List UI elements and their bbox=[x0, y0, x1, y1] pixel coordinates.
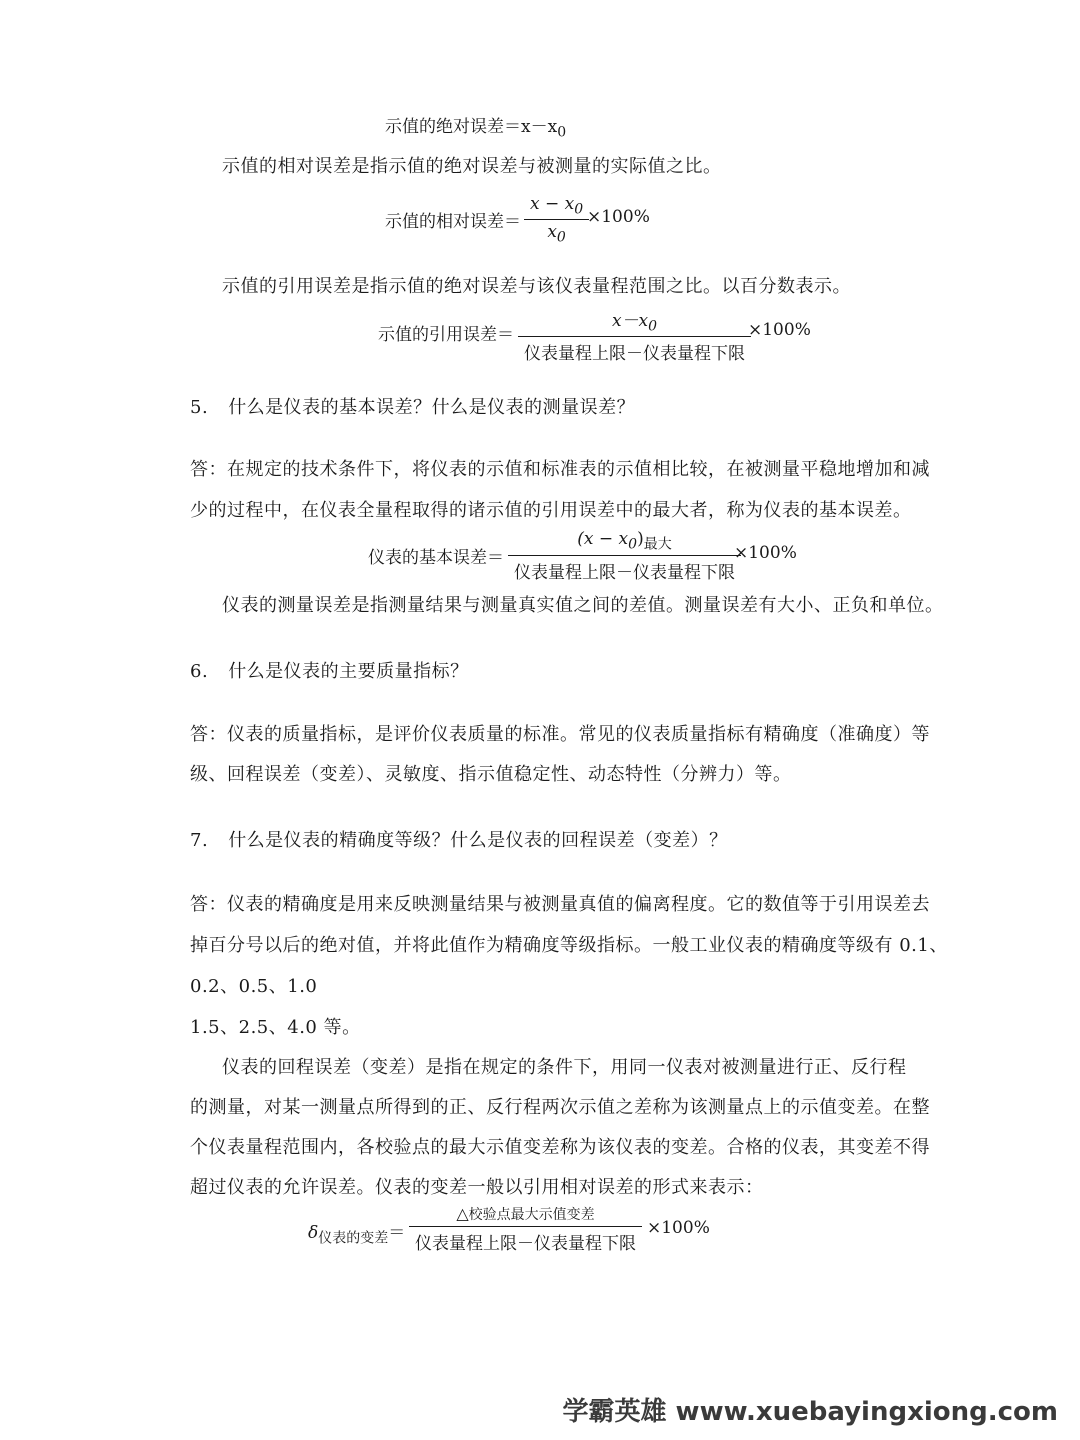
reference-error-definition: 示值的引用误差是指示值的绝对误差与该仪表量程范围之比。以百分数表示。 bbox=[222, 276, 851, 297]
answer-7-line-2: 掉百分号以后的绝对值，并将此值作为精确度等级指标。一般工业仪表的精确度等级有 0.1、 bbox=[190, 935, 948, 956]
eq-basic-lhs: 仪表的基本误差＝ bbox=[368, 548, 504, 568]
watermark: 学霸英雄 www.xuebayingxiong.com bbox=[562, 1397, 1058, 1427]
question-text: 什么是仪表的主要质量指标？ bbox=[228, 661, 469, 682]
eq-basic-tail: ×100% bbox=[734, 543, 797, 563]
eq-ref-lhs: 示值的引用误差＝ bbox=[378, 325, 514, 345]
hysteresis-line-1: 仪表的回程误差（变差）是指在规定的条件下，用同一仪表对被测量进行正、反行程 bbox=[222, 1057, 907, 1078]
question-text: 什么是仪表的精确度等级？什么是仪表的回程误差（变差）？ bbox=[228, 830, 728, 851]
eq-variation-fraction bbox=[409, 1204, 642, 1254]
eq-var-sub: 仪表的变差 bbox=[318, 1230, 389, 1247]
question-text: 什么是仪表的基本误差？什么是仪表的测量误差？ bbox=[228, 397, 636, 418]
answer-6-line-1: 答：仪表的质量指标，是评价仪表质量的标准。常见的仪表质量指标有精确度（准确度）等 bbox=[190, 724, 930, 745]
answer-7-line-4: 1.5、2.5、4.0 等。 bbox=[190, 1017, 361, 1038]
eq-rel-numerator: $x - x_0$ bbox=[530, 194, 584, 218]
relative-error-definition: 示值的相对误差是指示值的绝对误差与被测量的实际值之比。 bbox=[222, 156, 722, 177]
eq-abs-lhs: 示值的绝对误差＝ bbox=[385, 117, 521, 137]
answer-7-line-3: 0.2、0.5、1.0 bbox=[190, 976, 318, 997]
delta-symbol: δ bbox=[308, 1223, 319, 1243]
eq-basic-numerator: $(x - x_0)_{最大}$ bbox=[577, 529, 672, 553]
hysteresis-line-2: 的测量，对某一测量点所得到的正、反行程两次示值之差称为该测量点上的示值变差。在整 bbox=[190, 1097, 930, 1118]
eq-var-lhs bbox=[308, 1218, 405, 1247]
question-7 bbox=[190, 826, 728, 852]
eq-basic-error-fraction bbox=[508, 529, 741, 583]
eq-var-tail: ×100% bbox=[647, 1218, 710, 1238]
eq-rel-tail: ×100% bbox=[587, 207, 650, 227]
question-5 bbox=[190, 393, 635, 419]
eq-ref-tail: ×100% bbox=[748, 320, 811, 340]
eq-ref-denominator: 仪表量程上限－仪表量程下限 bbox=[524, 344, 745, 365]
eq-rel-lhs: 示值的相对误差＝ bbox=[385, 212, 521, 232]
answer-6-line-2: 级、回程误差（变差）、灵敏度、指示值稳定性、动态特性（分辨力）等。 bbox=[190, 764, 792, 785]
answer-7-line-1: 答：仪表的精确度是用来反映测量结果与被测量真值的偏离程度。它的数值等于引用误差去 bbox=[190, 894, 930, 915]
eq-basic-denominator: 仪表量程上限－仪表量程下限 bbox=[514, 563, 735, 584]
eq-rel-denominator: $x_0$ bbox=[547, 222, 566, 246]
eq-relative-error-fraction bbox=[524, 194, 589, 246]
question-number: 6. bbox=[190, 661, 209, 682]
question-number: 7. bbox=[190, 830, 209, 851]
triangle-icon: △ bbox=[456, 1204, 469, 1223]
question-number: 5. bbox=[190, 397, 209, 418]
eq-absolute-error bbox=[385, 112, 566, 140]
eq-abs-rhs: x－x bbox=[521, 117, 558, 137]
answer-5-line-2: 少的过程中，在仪表全量程取得的诸示值的引用误差中的最大者，称为仪表的基本误差。 bbox=[190, 500, 912, 521]
eq-reference-error-fraction bbox=[518, 306, 751, 364]
answer-5-line-1: 答：在规定的技术条件下，将仪表的示值和标准表的示值相比较，在被测量平稳地增加和减 bbox=[190, 459, 930, 480]
hysteresis-line-4: 超过仪表的允许误差。仪表的变差一般以引用相对误差的形式来表示： bbox=[190, 1177, 764, 1198]
question-6 bbox=[190, 657, 469, 683]
eq-ref-numerator: $x-x_0$ bbox=[611, 311, 658, 335]
eq-var-denominator: 仪表量程上限－仪表量程下限 bbox=[415, 1234, 636, 1254]
eq-abs-sub: 0 bbox=[557, 124, 567, 141]
eq-var-numerator: △校验点最大示值变差 bbox=[456, 1204, 595, 1223]
hysteresis-line-3: 个仪表量程范围内，各校验点的最大示值变差称为该仪表的变差。合格的仪表，其变差不得 bbox=[190, 1137, 930, 1158]
measurement-error-paragraph: 仪表的测量误差是指测量结果与测量真实值之间的差值。测量误差有大小、正负和单位。 bbox=[222, 595, 944, 616]
eq-var-eqsign: ＝ bbox=[388, 1223, 406, 1243]
